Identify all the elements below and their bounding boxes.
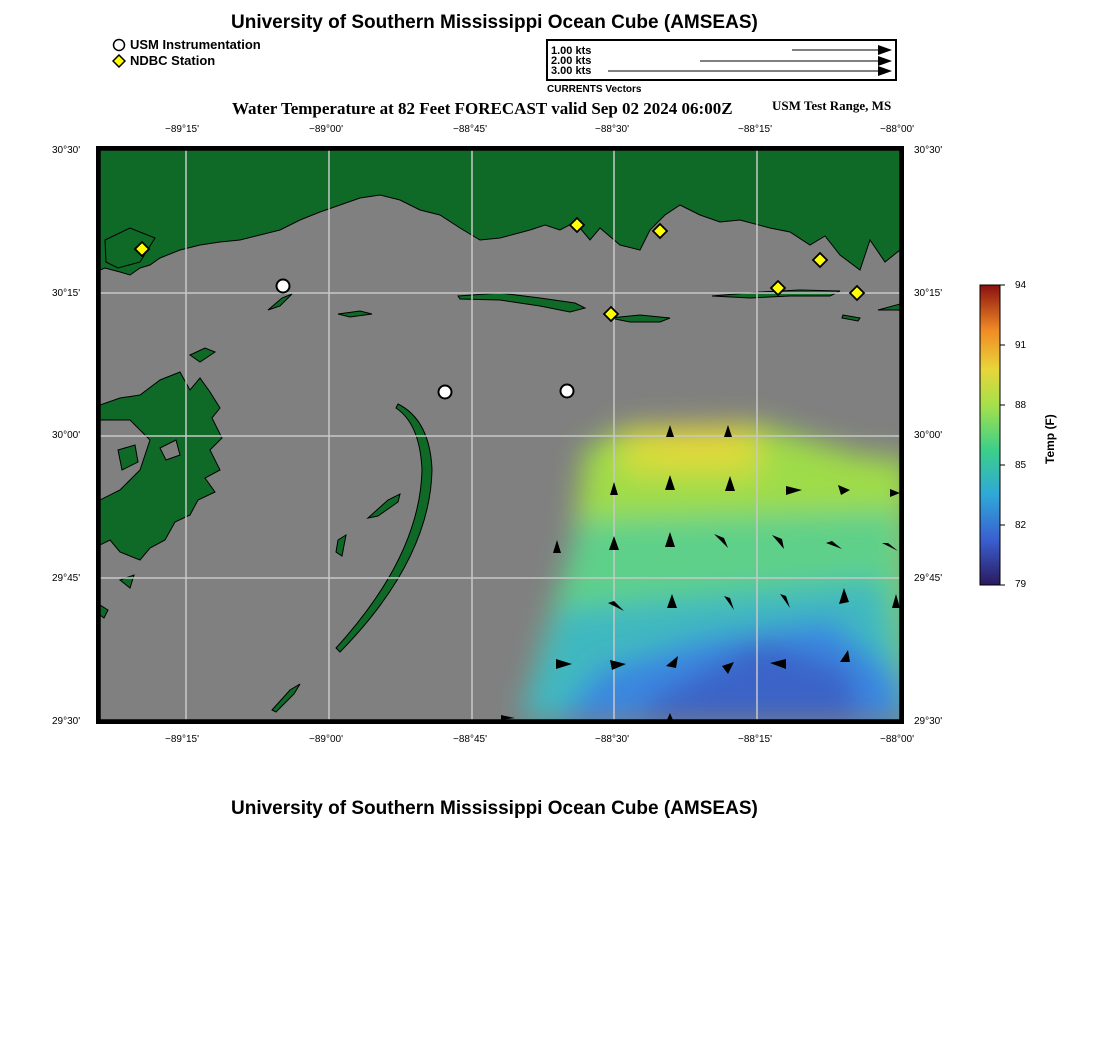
map-content — [100, 150, 910, 720]
colorbar-tick-85: 85 — [1015, 460, 1027, 471]
colorbar-tick-82: 82 — [1015, 520, 1027, 531]
colorbar-label: Temp (F) — [1043, 414, 1057, 464]
lon-tick-top-3: −88°45' — [453, 124, 487, 135]
lon-tick-top-6: −88°00' — [880, 124, 914, 135]
lat-tick-left-3: 30°00' — [52, 430, 81, 441]
usm-instrument-marker — [277, 280, 290, 293]
legend-ndbc-label: NDBC Station — [130, 53, 216, 68]
lat-tick-right-4: 29°45' — [914, 573, 943, 584]
colorbar-tick-88: 88 — [1015, 400, 1027, 411]
marker-legend — [112, 37, 261, 68]
vector-key — [546, 39, 897, 81]
legend-usm-label: USM Instrumentation — [130, 37, 261, 52]
lon-tick-top-1: −89°15' — [165, 124, 199, 135]
lon-tick-bottom-6: −88°00' — [880, 734, 914, 745]
lon-tick-bottom-1: −89°15' — [165, 734, 199, 745]
usm-instrument-marker — [439, 386, 452, 399]
vector-key-caption: CURRENTS Vectors — [547, 84, 642, 95]
lon-tick-bottom-5: −88°15' — [738, 734, 772, 745]
colorbar-tick-91: 91 — [1015, 340, 1027, 351]
footer-title: University of Southern Mississippi Ocean Cube (AMSEAS) — [231, 798, 758, 819]
colorbar-tick-94: 94 — [1015, 280, 1027, 291]
lon-tick-top-2: −89°00' — [309, 124, 343, 135]
legend-usm — [112, 37, 261, 52]
colorbar-tick-79: 79 — [1015, 579, 1027, 590]
vector-key-item-2: 2.00 kts — [551, 55, 592, 67]
vector-key-item-3: 3.00 kts — [551, 65, 592, 77]
legend-ndbc — [112, 53, 261, 68]
lat-tick-right-2: 30°15' — [914, 288, 943, 299]
lon-tick-top-5: −88°15' — [738, 124, 772, 135]
lat-tick-right-3: 30°00' — [914, 430, 943, 441]
page-title: University of Southern Mississippi Ocean Cube (AMSEAS) — [231, 12, 758, 33]
lon-tick-top-4: −88°30' — [595, 124, 629, 135]
usm-instrument-marker — [561, 385, 574, 398]
lat-tick-right-5: 29°30' — [914, 716, 943, 727]
lat-tick-right-1: 30°30' — [914, 145, 943, 156]
usm-marker-icon — [112, 38, 126, 52]
vector-key-item-1: 1.00 kts — [551, 45, 592, 57]
map-canvas — [94, 144, 910, 728]
ndbc-marker-icon — [112, 54, 126, 68]
lat-tick-left-5: 29°30' — [52, 716, 81, 727]
lon-tick-bottom-3: −88°45' — [453, 734, 487, 745]
lat-tick-left-2: 30°15' — [52, 288, 81, 299]
lat-tick-left-1: 30°30' — [52, 145, 81, 156]
vector-key-arrows — [548, 41, 895, 79]
lon-tick-bottom-2: −89°00' — [309, 734, 343, 745]
region-label: USM Test Range, MS — [772, 98, 892, 113]
map-subtitle: Water Temperature at 82 Feet FORECAST valid Sep 02 2024 06:00Z — [232, 99, 733, 118]
lon-tick-bottom-4: −88°30' — [595, 734, 629, 745]
colorbar — [972, 280, 1012, 592]
lat-tick-left-4: 29°45' — [52, 573, 81, 584]
